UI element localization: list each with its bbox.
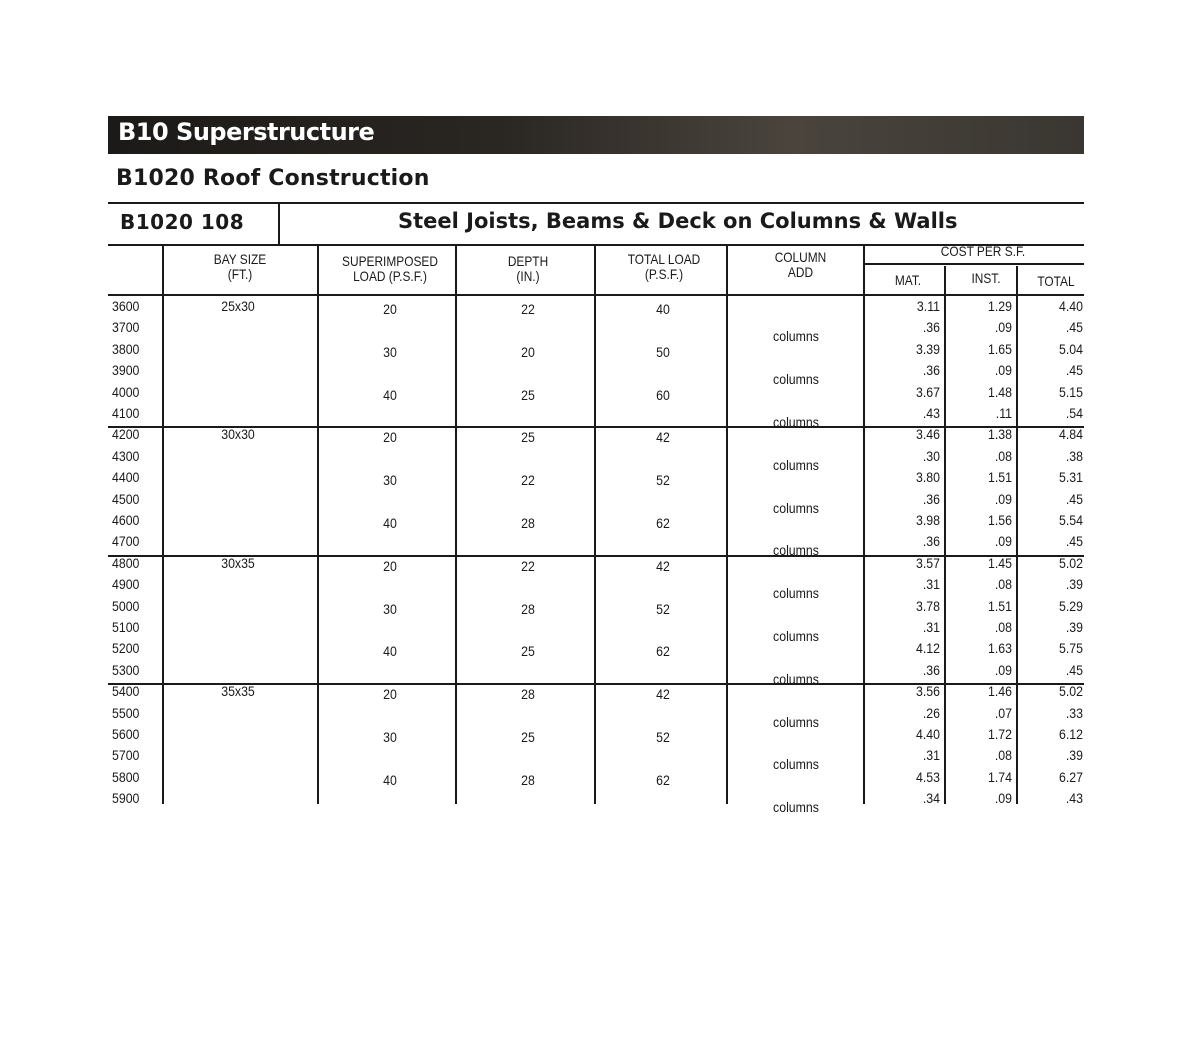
mat-cost-value: 4.12 [916,640,940,657]
column-add-value: columns [773,799,819,816]
inst-cost-value: 1.51 [988,469,1012,486]
inst-cost-value: .11 [995,405,1012,421]
bay-size-value: 35x35 [221,683,255,700]
header-column-add-line2: ADD [787,264,814,280]
header-total-load-line2: (P.S.F.) [644,266,684,282]
row-number: 4700 [112,533,140,550]
bay-size-value: 25x30 [221,298,255,314]
mat-cost-value: 3.46 [916,426,940,443]
inst-cost-value: 1.63 [988,640,1012,657]
inst-cost-value: .07 [994,704,1012,721]
header-superimposed-load [331,254,450,284]
total-cost-value: 5.02 [1059,554,1083,571]
inst-cost-value: 1.48 [988,383,1012,400]
inst-cost-value: .09 [994,661,1012,678]
row-number: 5500 [112,704,140,721]
total-load-value: 60 [656,386,670,403]
row-number: 3600 [112,298,140,314]
total-load-value: 40 [656,301,670,317]
total-load-value: 52 [656,472,670,489]
cost-header-rule [864,263,1084,265]
mat-cost-value: .43 [922,405,940,421]
row-number: 5300 [112,661,140,678]
bay-size-value: 30x30 [221,426,255,443]
mat-cost-value: .36 [922,490,940,507]
inst-cost-value: 1.74 [988,768,1012,785]
inst-cost-value: 1.51 [988,597,1012,614]
total-cost-value: .38 [1065,447,1083,464]
header-superimposed-line1: SUPERIMPOSED [342,253,438,269]
total-cost-value: 5.04 [1059,340,1083,357]
mat-cost-value: 3.11 [916,298,940,314]
row-number: 3700 [112,319,140,336]
row-number: 5800 [112,768,140,785]
row-number: 3900 [112,362,140,379]
superimposed-load-value: 40 [383,515,397,531]
subsection-title: B1020 Roof Construction [116,166,430,191]
superimposed-load-value: 20 [383,301,397,317]
inst-cost-value: .09 [994,533,1012,550]
total-cost-value: 4.84 [1059,426,1083,443]
inst-cost-value: 1.46 [988,683,1012,700]
depth-value: 28 [521,771,535,788]
inst-cost-value: .08 [994,576,1012,593]
title-divider [278,204,280,244]
superimposed-load-value: 40 [383,771,397,788]
column-add-value: columns [773,371,819,388]
section-title: B10 Superstructure [118,118,375,146]
column-add-value: columns [773,756,819,773]
depth-value: 28 [521,600,535,617]
row-number: 4600 [112,512,140,528]
total-load-value: 42 [656,429,670,446]
mat-cost-value: 3.56 [916,683,940,700]
column-add-value: columns [773,328,819,345]
mat-cost-value: 3.78 [916,597,940,614]
row-number: 5700 [112,747,140,764]
superimposed-load-value: 30 [383,343,397,360]
superimposed-load-value: 40 [383,386,397,403]
total-load-value: 42 [656,557,670,574]
total-cost-value: 5.31 [1059,469,1083,486]
depth-value: 28 [521,686,535,703]
inst-cost-value: .09 [994,790,1012,807]
col-divider-2 [317,246,319,804]
row-number: 4400 [112,469,140,486]
depth-value: 28 [521,515,535,531]
row-number: 3800 [112,340,140,357]
table-title-row [108,202,1084,246]
mat-cost-value: .36 [922,533,940,550]
total-cost-value: .45 [1065,533,1083,550]
mat-cost-value: 3.67 [916,383,940,400]
depth-value: 22 [521,301,535,317]
depth-value: 22 [521,472,535,489]
header-bay-size-line2: (FT.) [227,266,253,282]
col-divider-6 [863,244,865,804]
col-divider-1 [162,244,164,804]
header-mat: MAT. [894,272,922,288]
total-cost-value: .39 [1065,576,1083,593]
total-cost-value: 6.12 [1059,726,1083,742]
document-page [108,116,1084,816]
inst-cost-value: .08 [994,447,1012,464]
mat-cost-value: 4.40 [916,726,940,742]
mat-cost-value: 3.80 [916,469,940,486]
total-load-value: 62 [656,643,670,660]
inst-cost-value: 1.72 [988,726,1012,742]
superimposed-load-value: 40 [383,643,397,660]
column-add-value: columns [773,713,819,730]
header-bay-size-line1: BAY SIZE [213,251,267,267]
mat-cost-value: 3.57 [916,554,940,571]
row-number: 4300 [112,447,140,464]
total-cost-value: .54 [1065,405,1083,421]
total-cost-value: 5.02 [1059,683,1083,700]
total-load-value: 62 [656,515,670,531]
total-cost-value: 6.27 [1059,768,1083,785]
mat-cost-value: .31 [922,619,940,635]
inst-cost-value: 1.56 [988,512,1012,528]
header-column-add [743,250,858,280]
header-depth [469,254,588,284]
inst-cost-value: 1.38 [988,426,1012,443]
header-inst: INST. [971,270,1001,286]
col-divider-4 [594,246,596,804]
depth-value: 25 [521,729,535,745]
row-number: 5900 [112,790,140,807]
row-number: 5600 [112,726,140,742]
header-total-load [605,252,724,282]
row-number: 5200 [112,640,140,657]
depth-value: 22 [521,557,535,574]
total-load-value: 52 [656,729,670,745]
total-cost-value: 5.15 [1059,383,1083,400]
total-cost-value: .39 [1065,619,1083,635]
row-number: 4000 [112,383,140,400]
superimposed-load-value: 30 [383,729,397,745]
table-code: B1020 108 [120,210,245,234]
total-cost-value: .45 [1065,319,1083,336]
mat-cost-value: 3.39 [916,340,940,357]
header-column-add-line1: COLUMN [774,249,827,265]
total-cost-value: .45 [1065,661,1083,678]
row-number: 4900 [112,576,140,593]
column-add-value: columns [773,414,819,430]
inst-cost-value: 1.65 [988,340,1012,357]
depth-value: 25 [521,386,535,403]
total-cost-value: .45 [1065,490,1083,507]
header-superimposed-line2: LOAD (P.S.F.) [353,268,427,284]
header-depth-line2: (IN.) [516,268,540,284]
inst-cost-value: .08 [994,747,1012,764]
row-number: 4100 [112,405,140,421]
total-cost-value: .43 [1065,790,1083,807]
row-number: 4500 [112,490,140,507]
total-cost-value: 5.29 [1059,597,1083,614]
header-total-load-line1: TOTAL LOAD [627,251,701,267]
header-bottom-rule [108,294,1084,296]
superimposed-load-value: 30 [383,472,397,489]
total-load-value: 52 [656,600,670,617]
col-divider-7 [944,266,946,804]
mat-cost-value: .31 [922,747,940,764]
mat-cost-value: .31 [922,576,940,593]
mat-cost-value: .34 [922,790,940,807]
total-cost-value: .33 [1065,704,1083,721]
row-number: 5000 [112,597,140,614]
column-add-value: columns [773,456,819,473]
total-load-value: 62 [656,771,670,788]
inst-cost-value: .09 [994,362,1012,379]
total-cost-value: 4.40 [1059,298,1083,314]
header-cost-per-sf: COST PER S.F. [940,243,1026,259]
column-add-value: columns [773,628,819,644]
depth-value: 20 [521,343,535,360]
total-cost-value: .39 [1065,747,1083,764]
header-total: TOTAL [1037,273,1075,289]
row-number: 5100 [112,619,140,635]
col-divider-5 [726,246,728,804]
column-add-value: columns [773,670,819,687]
total-load-value: 50 [656,343,670,360]
bay-size-value: 30x35 [221,554,255,571]
column-add-value: columns [773,585,819,602]
superimposed-load-value: 20 [383,686,397,703]
superimposed-load-value: 20 [383,429,397,446]
total-cost-value: 5.54 [1059,512,1083,528]
row-number: 4800 [112,554,140,571]
column-add-value: columns [773,499,819,516]
inst-cost-value: .09 [994,319,1012,336]
inst-cost-value: 1.45 [988,554,1012,571]
row-number: 4200 [112,426,140,443]
header-bay-size [181,252,300,282]
mat-cost-value: .36 [922,661,940,678]
table-title: Steel Joists, Beams & Deck on Columns & Walls [398,209,958,233]
mat-cost-value: .36 [922,319,940,336]
total-cost-value: .45 [1065,362,1083,379]
inst-cost-value: .08 [994,619,1012,635]
total-cost-value: 5.75 [1059,640,1083,657]
col-divider-3 [455,246,457,804]
inst-cost-value: 1.29 [988,298,1012,314]
col-divider-8 [1016,266,1018,804]
mat-cost-value: 3.98 [916,512,940,528]
mat-cost-value: .36 [922,362,940,379]
column-add-value: columns [773,542,819,559]
depth-value: 25 [521,643,535,660]
superimposed-load-value: 30 [383,600,397,617]
section-header-bar [108,116,1084,154]
inst-cost-value: .09 [994,490,1012,507]
row-number: 5400 [112,683,140,700]
total-load-value: 42 [656,686,670,703]
superimposed-load-value: 20 [383,557,397,574]
mat-cost-value: .30 [922,447,940,464]
mat-cost-value: .26 [922,704,940,721]
mat-cost-value: 4.53 [916,768,940,785]
depth-value: 25 [521,429,535,446]
header-depth-line1: DEPTH [507,253,549,269]
